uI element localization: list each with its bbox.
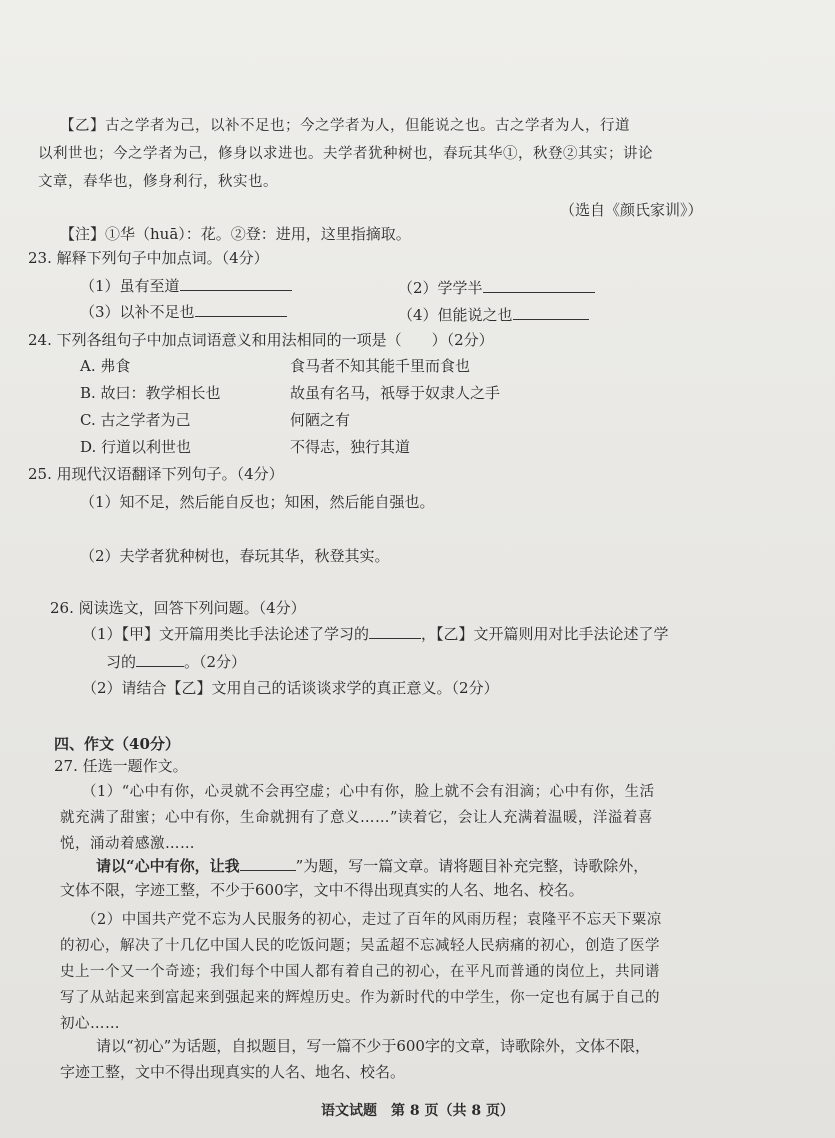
q26-item-1-text-c: 习的 <box>106 653 137 671</box>
q26-item-1-text-d: 。（2分） <box>184 653 247 671</box>
section-4-heading: 四、作文（40分） <box>54 735 180 753</box>
topic-2-line-2: 的初心，解决了十几亿中国人民的吃饭问题；吴孟超不忘减轻人民病痛的初心，创造了医学 <box>60 938 660 954</box>
q23-answer-blank-4[interactable] <box>513 305 589 320</box>
q24-option-a-left: A. 弗食 <box>80 357 131 375</box>
topic-2-line-3: 史上一个又一个奇迹；我们每个中国人都有着自己的初心，在平凡而普通的岗位上，共同谱 <box>60 964 660 980</box>
topic-1-requirement-2: 文体不限，字迹工整，不少于600字，文中不得出现真实的人名、地名、校名。 <box>60 881 584 899</box>
topic-2-requirement-1: 请以“初心”为话题，自拟题目，写一篇不少于600字的文章，诗歌除外，文体不限， <box>96 1037 650 1055</box>
topic-1-requirement-1 <box>96 856 648 876</box>
page-footer: 语文试题 第 8 页（共 8 页） <box>321 1103 514 1119</box>
q23-item-3-text: （3）以补不足也 <box>80 303 195 321</box>
q26-stem: 26. 阅读选文，回答下列问题。（4分） <box>50 599 306 617</box>
q24-stem: 24. 下列各组句子中加点词语意义和用法相同的一项是（ ）（2分） <box>28 331 494 349</box>
q24-option-d-right: 不得志，独行其道 <box>290 438 411 456</box>
topic-1-title-prompt-a: 请以“心中有你，让我 <box>96 857 240 875</box>
q23-answer-blank-2[interactable] <box>483 278 595 293</box>
yi-passage-line-3: 文章，春华也，修身利行，秋实也。 <box>38 174 278 190</box>
q26-item-1-text-b: ，【乙】文开篇则用对比手法论述了学 <box>421 625 669 643</box>
q25-stem: 25. 用现代汉语翻译下列句子。（4分） <box>28 465 284 483</box>
q26-answer-blank-1[interactable] <box>369 624 421 639</box>
q25-item-2: （2）夫学者犹种树也，春玩其华，秋登其实。 <box>80 547 390 565</box>
topic-2-line-5: 初心…… <box>60 1016 120 1032</box>
q24-option-c-right: 何陋之有 <box>290 411 351 429</box>
yi-passage-line-1: 【乙】古之学者为己，以补不足也；今之学者为人，但能说之也。古之学者为人，行道 <box>60 118 630 134</box>
q23-answer-blank-3[interactable] <box>195 302 287 317</box>
q26-item-1-text-a: （1）【甲】文开篇用类比手法论述了学习的 <box>82 625 370 643</box>
q26-item-1-line-2 <box>106 652 246 672</box>
q26-item-1-line-1 <box>82 624 669 644</box>
q23-item-2-text: （2）学学半 <box>398 279 483 297</box>
q23-item-3 <box>80 302 287 322</box>
topic-1-title-prompt-b: ”为题，写一篇文章。请将题目补充完整，诗歌除外， <box>295 857 649 875</box>
topic-1-line-2: 就充满了甜蜜；心中有你，生命就拥有了意义……”读着它，会让人充满着温暖，洋溢着喜 <box>60 810 653 826</box>
topic-1-title-blank[interactable] <box>240 856 296 871</box>
q23-item-1-text: （1）虽有至道 <box>80 277 180 295</box>
q24-option-a-right: 食马者不知其能千里而食也 <box>290 357 471 375</box>
topic-2-requirement-2: 字迹工整，文中不得出现真实的人名、地名、校名。 <box>60 1063 406 1081</box>
topic-1-line-1: （1）“心中有你，心灵就不会再空虚；心中有你，脸上就不会有泪滴；心中有你，生活 <box>82 784 655 800</box>
q23-item-1 <box>80 276 292 296</box>
topic-1-line-3: 悦，涌动着感激…… <box>60 836 195 852</box>
q23-stem: 23. 解释下列句子中加点词。（4分） <box>28 249 269 267</box>
q23-item-2 <box>398 278 595 298</box>
yi-passage-note: 【注】①华（huā）：花。②登：进用，这里指摘取。 <box>60 225 411 243</box>
topic-2-line-4: 写了从站起来到富起来到强起来的辉煌历史。作为新时代的中学生，你一定也有属于自己的 <box>60 990 660 1006</box>
q24-option-d-left: D. 行道以利世也 <box>80 438 192 456</box>
q25-item-1: （1）知不足，然后能自反也；知困，然后能自强也。 <box>80 493 435 511</box>
yi-passage-source: （选自《颜氏家训》） <box>560 201 703 219</box>
q24-option-b-right: 故虽有名马，祇辱于奴隶人之手 <box>290 384 501 402</box>
q26-item-2: （2）请结合【乙】文用自己的话谈谈求学的真正意义。（2分） <box>82 679 499 697</box>
q26-answer-blank-2[interactable] <box>136 652 184 667</box>
q27-stem: 27. 任选一题作文。 <box>54 757 188 775</box>
q23-item-4 <box>398 305 589 325</box>
yi-passage-line-2: 以利世也；今之学者为己，修身以求进也。夫学者犹种树也，春玩其华①，秋登②其实；讲论 <box>38 146 653 162</box>
topic-2-line-1: （2）中国共产党不忘为人民服务的初心，走过了百年的风雨历程；袁隆平不忘天下粟凉 <box>82 912 662 928</box>
q24-option-c-left: C. 古之学者为己 <box>80 411 191 429</box>
q24-option-b-left: B. 故曰：教学相长也 <box>80 384 221 402</box>
q23-item-4-text: （4）但能说之也 <box>398 306 513 324</box>
q23-answer-blank-1[interactable] <box>180 276 292 291</box>
